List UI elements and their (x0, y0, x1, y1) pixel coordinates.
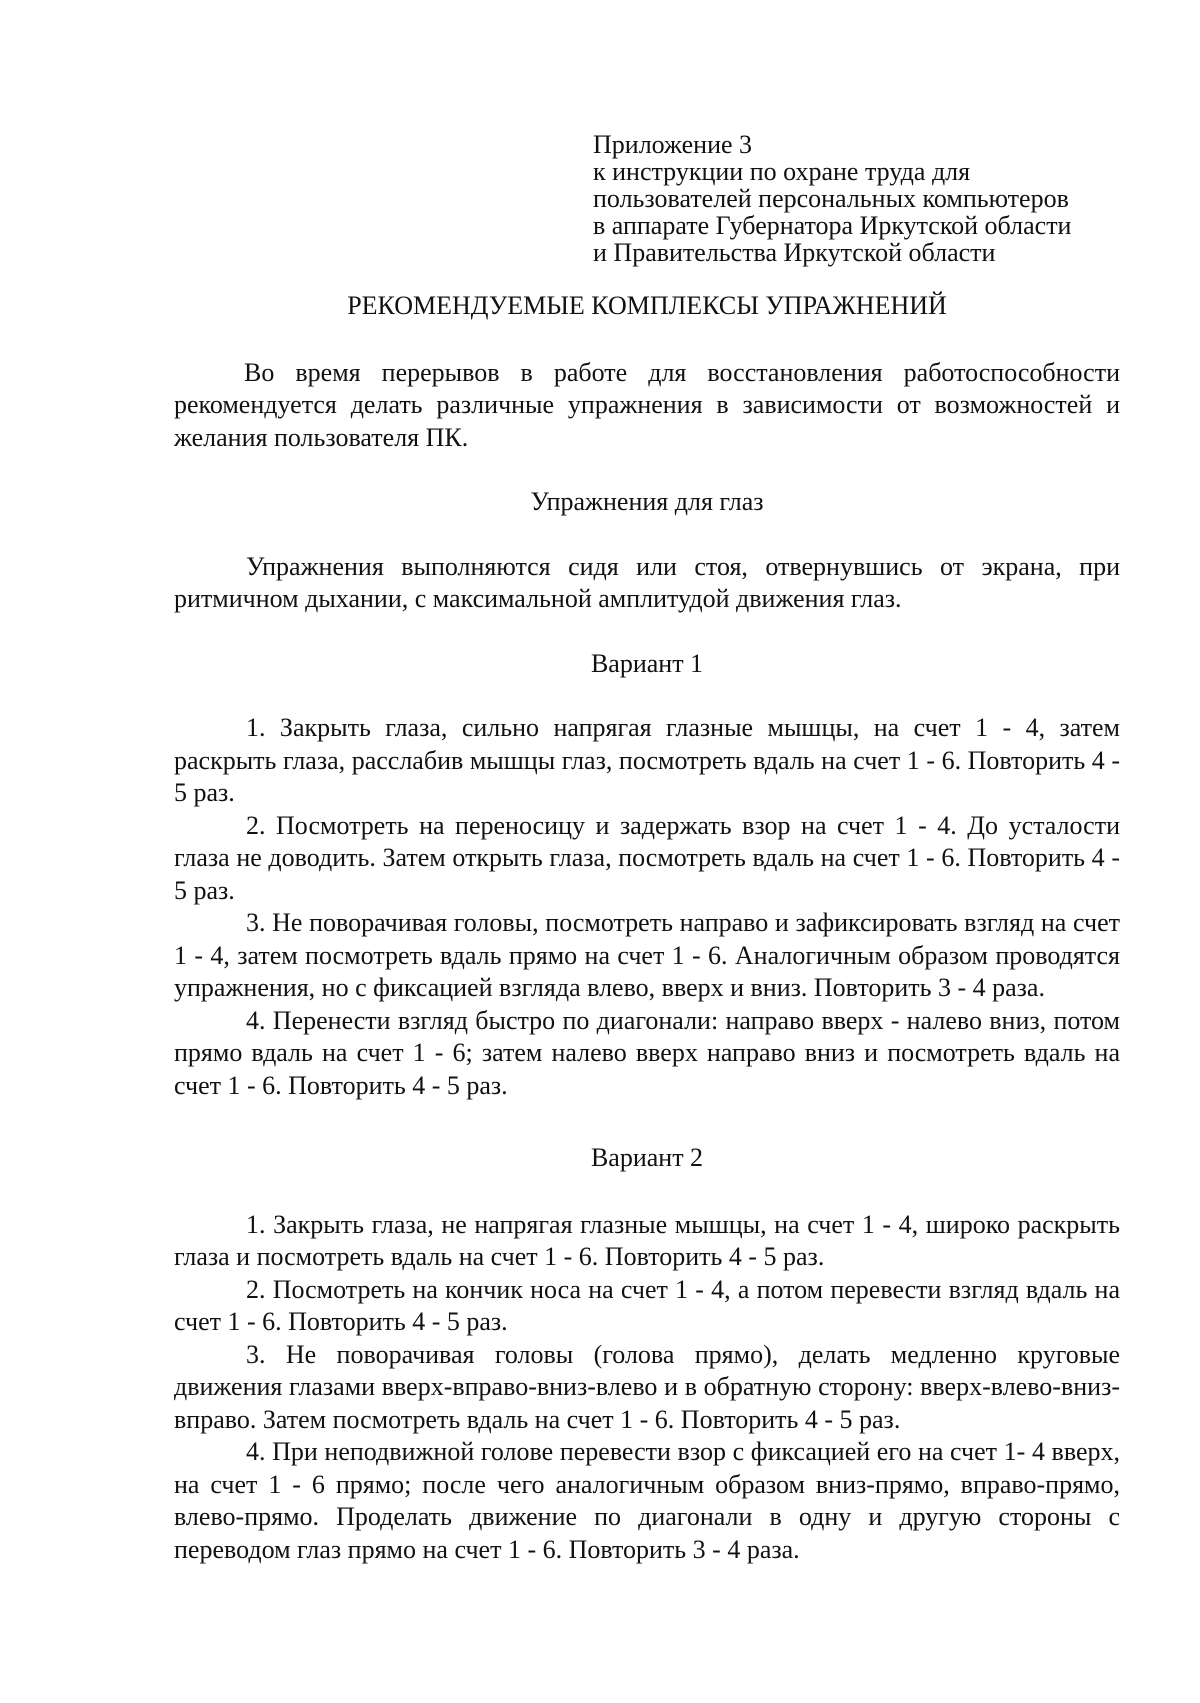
section-heading-eyes: Упражнения для глаз (530, 487, 764, 516)
variant-2-item: 1. Закрыть глаза, не напрягая глазные мышцы, на счет 1 - 4, широко раскрыть глаза и посмотреть вдаль на счет 1 - 6. Повторить 4 - 5 раз. (174, 1209, 1120, 1271)
appendix-line: Приложение 3 (593, 130, 753, 159)
variant-1-item: 2. Посмотреть на переносицу и задержать взор на счет 1 - 4. До усталости глаза не доводить. Затем открыть глаза, посмотреть вдаль на счет 1 - 6. Повторить 4 - 5 раз. (174, 810, 1120, 905)
eyes-description: Упражнения выполняются сидя или стоя, отвернувшись от экрана, при ритмичном дыхании, с максимальной амплитудой движения глаз. (174, 551, 1120, 613)
document-title: РЕКОМЕНДУЕМЫЕ КОМПЛЕКСЫ УПРАЖНЕНИЙ (347, 291, 947, 320)
variant-1-heading: Вариант 1 (590, 648, 704, 678)
appendix-line: и Правительства Иркутской области (593, 238, 996, 267)
variant-2-item: 3. Не поворачивая головы (голова прямо), делать медленно круговые движения глазами вверх-вправо-вниз-влево и в обратную сторону: вверх-влево-вниз-вправо. Затем посмотреть вдаль на счет 1 - 6. Повторить 4 - 5 раз. (174, 1339, 1120, 1434)
appendix-line: в аппарате Губернатора Иркутской области (593, 211, 1072, 240)
appendix-line: к инструкции по охране труда для (593, 157, 971, 186)
variant-1-item: 3. Не поворачивая головы, посмотреть направо и зафиксировать взгляд на счет 1 - 4, затем посмотреть вдаль прямо на счет 1 - 6. Аналогичным образом проводятся упражнения, но с фиксацией взгляда влево, вверх и вниз. Повторить 3 - 4 раза. (174, 908, 1120, 1002)
variant-2-heading: Вариант 2 (590, 1143, 704, 1172)
variant-2-item: 2. Посмотреть на кончик носа на счет 1 - 4, а потом перевести взгляд вдаль на счет 1 - 6. Повторить 4 - 5 раз. (174, 1274, 1120, 1336)
variant-2-item: 4. При неподвижной голове перевести взор с фиксацией его на счет 1- 4 вверх, на счет 1 - 6 прямо; после чего аналогичным образом вниз-прямо, вправо-прямо, влево-прямо. Проделать движение по диагонали в одну и другую стороны с переводом глаз прямо на счет 1 - 6. Повторить 3 - 4 раза. (174, 1437, 1120, 1564)
appendix-header (593, 131, 1153, 266)
document-body (174, 290, 1120, 1566)
intro-paragraph: Во время перерывов в работе для восстановления работоспособности рекомендуется делать различные упражнения в зависимости от возможностей и желания пользователя ПК. (174, 357, 1120, 452)
appendix-line: пользователей персональных компьютеров (593, 184, 1069, 213)
variant-1-item: 1. Закрыть глаза, сильно напрягая глазные мышцы, на счет 1 - 4, затем раскрыть глаза, расслабив мышцы глаз, посмотреть вдаль на счет 1 - 6. Повторить 4 - 5 раз. (174, 713, 1120, 807)
variant-1-item: 4. Перенести взгляд быстро по диагонали: направо вверх - налево вниз, потом прямо вдаль на счет 1 - 6; затем налево вверх направо вниз и посмотреть вдаль на счет 1 - 6. Повторить 4 - 5 раз. (174, 1005, 1120, 1100)
